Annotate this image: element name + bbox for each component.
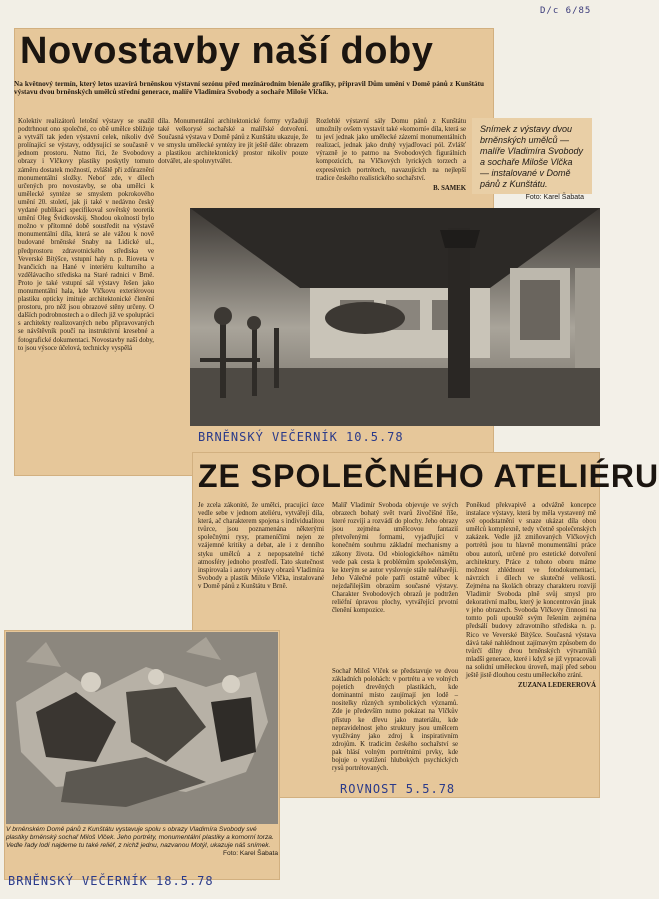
article1-col3 xyxy=(316,118,466,198)
sculpture-credit: Foto: Karel Šabata xyxy=(223,850,278,857)
article1-author: B. SAMEK xyxy=(433,184,466,192)
article2-col2b: Sochař Miloš Vlček se představuje ve dvou základních polohách: v portrétu a ve volných pojetích drevěných plastikách, kde dominantní místo zaujímají jen lodě – nositelky různých symbolických významů. Zde je především nutno pokázat na Vlčkův přístup ke dřevu jako materiálu, kde nepravidelnost jeho struktury jsou umělcem využívány jako zdroj k inspirativním zdrojům. K tradicím českého sochařství se pak hlásí volným portrétními prvky, kde bojuje o vystižení hlubokých psychických rysů portrétovaných. xyxy=(332,668,458,773)
exhibition-hall-photo xyxy=(190,208,600,426)
headline-novostavby: Novostavby naší doby xyxy=(20,30,434,72)
article1-col3-text: Rozlehlé výstavní sály Domu pánů z Kunštátu umožnily ovšem vystavit také »komorní« díla, která se tu jeví jednak jako umělecké zázemí monumentálních realizací, jednak jako druhý vyjadřovací pól. Zvlášť výrazně je to patrno na Svobodových figurálních kompozicích, na Vlčkových lyrických torzech a expresívních portrétech, navazujících na nejlepší tradice českého realistického sochařství. xyxy=(316,118,466,182)
article2-col3: Poněkud překvapivě a odvážně koncepce instalace výstavy, která by měla vystavený mě svě opodstatnění v snaze ukázat díla obou umělců komplexně, tedy včetně společenských zakázek. Vedle již zmiňovaných Vlčkových portrétů jsou tu hlavně monumentální práce obou autorů, určené pro estetické dotvoření architektury. Práce z tohoto oboru máme možnost zhlédnout ve fotodokumentaci, návrzích i dílech ve skutečné velikosti. Zejména na školách obrazy charakteru rozvíjí Vladimír Svoboda plně svůj smysl pro dekorativní malbu, který je koncentrován jinak v jeho obrazech. Svoboda Vlčkovy činnosti na tomto poli upouště svým řešením zejména předsálí budovy zdravotního střediska n. p. Rico ve Veverské Bítýšce. Současná výstava dává také nahlédnout zajímavým způsobem do tvůrčí dílny dvou brněnských výtvarníků mladší generace, které i když se již vypracovali na solidní uměleckou úroveň, mají před sebou ještě jistě dlouhou cestu uměleckého zrání. xyxy=(466,502,596,679)
exhibition-hall-image xyxy=(190,208,600,426)
photo1-caption: Snímek z výstavy dvou brněnských umělců — malíře Vladimíra Svobody a sochaře Miloše Vlčka — instalované v Domě pánů z Kunštátu. xyxy=(480,124,584,189)
sculpture-image xyxy=(6,632,278,824)
lead-paragraph: Na květnový termín, který letos uzavírá brněnskou výstavní sezónu před mezinárodním bienále grafiky, připravil Dům umění v Domě pánů z Kunštátu výstavu dvou brněnských umělců střední generace, malíře Vladimíra Svobody a sochaře Miloše Vlčka. xyxy=(14,80,484,97)
sculpture-caption xyxy=(6,826,278,858)
article1-col2: díla. Monumentální architektonické formy vyžadují také velkorysé sochařské a malířské dotvoření. Současná výstava v Domě pánů z Kunštátu ukazuje, že ve smyslu umělecké syntézy ire jít ještě dále: obrazem a plastikou architektonický prostor nikoliv pouze dotvářet, ale spoluvytvářet. xyxy=(158,118,308,166)
article1-col1: Kolektiv realizátorů letošní výstavy se snažil podtrhnout ono společné, co obě umělce sbližuje a vytváří tak jeden výstavní celek, nikoliv dvě prolínající se výstavy, oddysující se současně v jednom prostoru. Nutno říci, že Svobodovy obrazy i Vlčkovy plastiky poskytly tomuto záměru dostatek možností, zvláště při zdůraznění monumentální složky. Neboť zde, v dílech určených pro novostavby, se oba umělci k umělecké syntéze se smyslem pokrokového umění 20. století, jak ji také v nedávno český vydané publikaci specifikoval sovětský teoretik umění Oleg Švidkovskij. Shodou okolností bylo možno v přítomné době soustředit na výstavě monumentální díla, která se ale vážou k nově budované brněnské Snaby na Lidické ul., předprostoru zdravotnického střediska ve Veverské Bítýšce, vstupní haly n. p. Rioveta v Ivančicích na Hané v interiéru kulturního a vzdělávacího střediska na Staré radnici v Brně. Proto je také vstupní sál výstavy řešen jako monumentální hala, kde Vlčkovu exteriérovou plastiku opticky imituje architektonické členění prostoru, pro něž jsou obrazové stěny určeny. O dalších podrobnostech a o dílech již ve spolupráci s architekty realizovaných nebo připravovaných se návštěvník poučí na instruktivní kresebné a fotografické dokumentaci. Novostavby naší doby, to jsou výsoce účelová, technicky vyspělá xyxy=(18,118,154,352)
photo1-credit: Foto: Karel Šabata xyxy=(525,194,584,201)
source-note-vecernik-10: BRNĚNSKÝ VEČERNÍK 10.5.78 xyxy=(198,430,404,444)
article2-author: ZUZANA LEDEREROVÁ xyxy=(518,682,596,690)
archive-mark: D/c 6/85 xyxy=(540,6,592,16)
source-note-rovnost: ROVNOST 5.5.78 xyxy=(340,782,456,796)
headline-atelier: ZE SPOLEČNÉHO ATELIÉRU xyxy=(198,458,659,494)
article2-col3-wrap xyxy=(466,502,596,788)
sculpture-photo xyxy=(6,632,278,824)
article2-col2: Malíř Vladimír Svoboda objevuje ve svých obrazech bohatý svět tvarů živočišné říše, které rozvíjí a rozvádí do plochy. Jeho obrazy jsou zejména umělcovou fantazií přetvořenými formami, vyjadřující v konečném souhrnu základní mechanismy a zákony života. Od »biologického« námětu vede pak cesta k problémům společenským, ke kterým se autor vyslovuje stále naléhavěji. Jeho Válečné pole patří ostatně vůbec k nejzdařilejším obrazům současné výstavy. Charakter Svobodových obrazů je podtržen reliéfní úpravou plochy, vytvářející prvotní členění kompozice. xyxy=(332,502,458,615)
photo1-caption-box xyxy=(472,118,592,201)
sculpture-caption-text: V brněnském Domě pánů z Kunštátu vystavuje spolu s obrazy Vladimíra Svobody své plastiky brněnský sochař Miloš Vlček. Jeho portréty, monumentální plastiky a komorní torza. Vedle řady lodí najdeme tu také reliéf, z nichž jednu, nazvanou Motýl, ukazuje náš snímek. xyxy=(6,826,274,849)
source-note-vecernik-18: BRNĚNSKÝ VEČERNÍK 18.5.78 xyxy=(8,874,214,888)
article2-col1: Je zcela zákonité, že umělci, pracující úzce vedle sebe v jednom ateliéru, vytvářejí díla, která, ač charakterem spojena s individualitou tvůrce, jsou poznamenána některými společnými rysy, prameníčími nejen ze vzájemné kritiky a debat, ale i z denního styku umělců a z nepopsatelné tiché atmosféry jednoho prostředí. Tato skutečnost inspirovala i autory výstavy obrazů Vladimíra Svobody a plastik Miloše Vlčka, instalované v Domě pánů z Kunštátu v Brně. xyxy=(198,502,324,590)
